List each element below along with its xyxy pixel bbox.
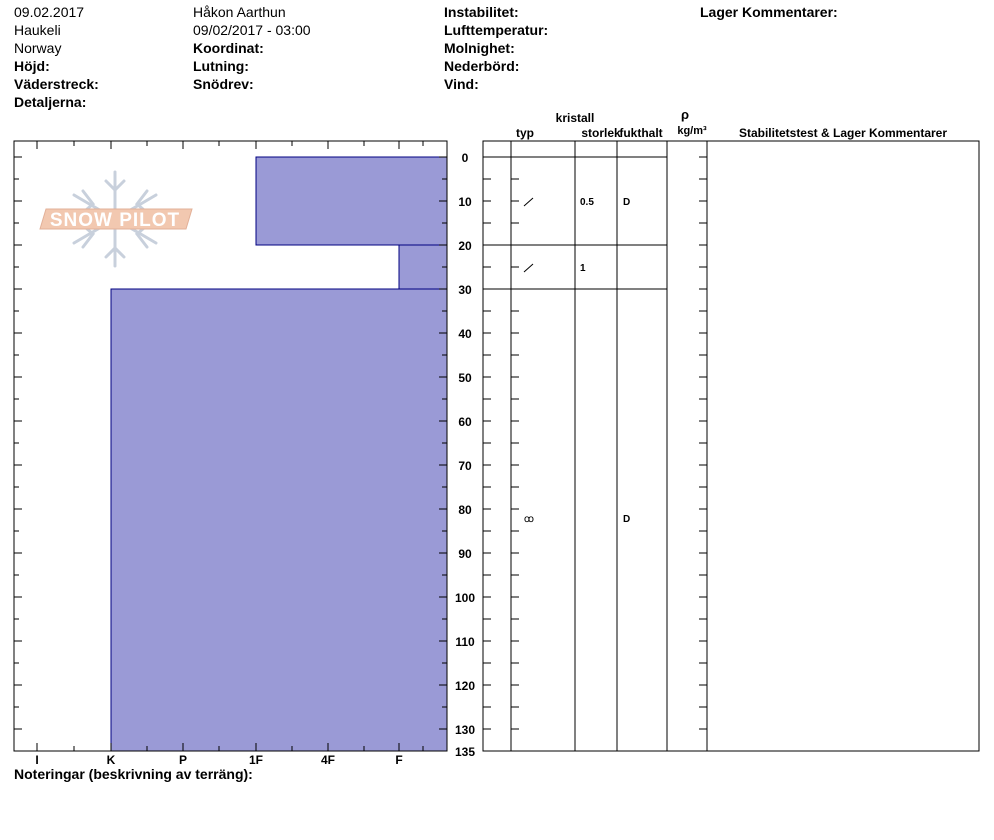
crystal-type-symbol-2: ꝏ (523, 513, 535, 525)
hardness-tick-label-1: K (106, 753, 116, 767)
type-header: typ (516, 126, 534, 140)
crystal-row-0 (524, 197, 630, 208)
rho-header: ρ (680, 107, 690, 122)
depth-tick-label-10: 10 (458, 195, 472, 209)
crystal-row-2 (524, 514, 630, 525)
crystal-moisture-0: D (623, 197, 631, 208)
depth-tick-label-70: 70 (458, 459, 472, 473)
coordinate-label: Koordinat: (193, 40, 264, 56)
hardness-tick-label-3: 1F (248, 753, 264, 767)
hardness-tick-label-0: I (35, 753, 39, 767)
depth-tick-label-80: 80 (458, 503, 472, 517)
drift-label: Snödrev: (193, 76, 254, 92)
hardness-tick-label-2: P (178, 753, 188, 767)
crystal-size-1: 1 (580, 263, 586, 274)
crystal-row-1 (524, 263, 586, 274)
snow-pilot-logo (40, 172, 192, 266)
depth-tick-label-135: 135 (454, 745, 476, 759)
density-unit-header: kg/m³ (677, 125, 707, 137)
hardness-tick-label-4: 4F (320, 753, 336, 767)
depth-tick-label-90: 90 (458, 547, 472, 561)
stability-header: Stabilitetstest & Lager Kommentarer (738, 126, 948, 140)
sky-label: Molnighet: (444, 40, 515, 56)
location-text: Haukeli (14, 22, 61, 38)
height-label: Höjd: (14, 58, 50, 74)
depth-tick-label-40: 40 (458, 327, 472, 341)
date-text: 09.02.2017 (14, 4, 85, 20)
depth-tick-label-0: 0 (461, 151, 469, 165)
depth-tick-label-50: 50 (458, 371, 472, 385)
precip-label: Nederbörd: (444, 58, 520, 74)
crystal-type-symbol-0 (524, 198, 533, 206)
depth-tick-label-120: 120 (454, 679, 476, 693)
air-temp-label: Lufttemperatur: (444, 22, 549, 38)
layer-comments-label: Lager Kommentarer: (700, 4, 838, 20)
depth-tick-label-100: 100 (454, 591, 476, 605)
crystal-header: kristall (555, 111, 595, 125)
crystal-moisture-2: D (623, 513, 631, 525)
depth-tick-label-110: 110 (455, 635, 475, 649)
layer-bar-0 (256, 157, 447, 245)
crystal-type-symbol-1 (524, 264, 533, 272)
layer-bar-1 (399, 245, 447, 289)
layer-table-frame (483, 141, 979, 751)
depth-tick-label-60: 60 (458, 415, 472, 429)
logo-text: SNOW PILOT (49, 210, 181, 231)
crystal-size-0: 0.5 (580, 197, 594, 208)
depth-tick-label-30: 30 (458, 283, 472, 297)
moisture-header: fukthalt (619, 126, 663, 140)
details-label: Detaljerna: (14, 94, 87, 110)
wind-label: Vind: (444, 76, 479, 92)
aspect-label: Väderstreck: (14, 76, 99, 92)
instability-label: Instabilitet: (444, 4, 519, 20)
notes-label: Noteringar (beskrivning av terräng): (14, 766, 253, 782)
slope-label: Lutning: (193, 58, 249, 74)
size-header: storlek (581, 126, 621, 140)
depth-tick-label-130: 130 (454, 723, 476, 737)
hardness-tick-label-5: F (395, 753, 403, 767)
observer-text: Håkon Aarthun (193, 4, 286, 20)
depth-tick-label-20: 20 (458, 239, 472, 253)
country-text: Norway (14, 40, 62, 56)
datetime-text: 09/02/2017 - 03:00 (193, 22, 311, 38)
layer-bar-2 (111, 289, 447, 751)
